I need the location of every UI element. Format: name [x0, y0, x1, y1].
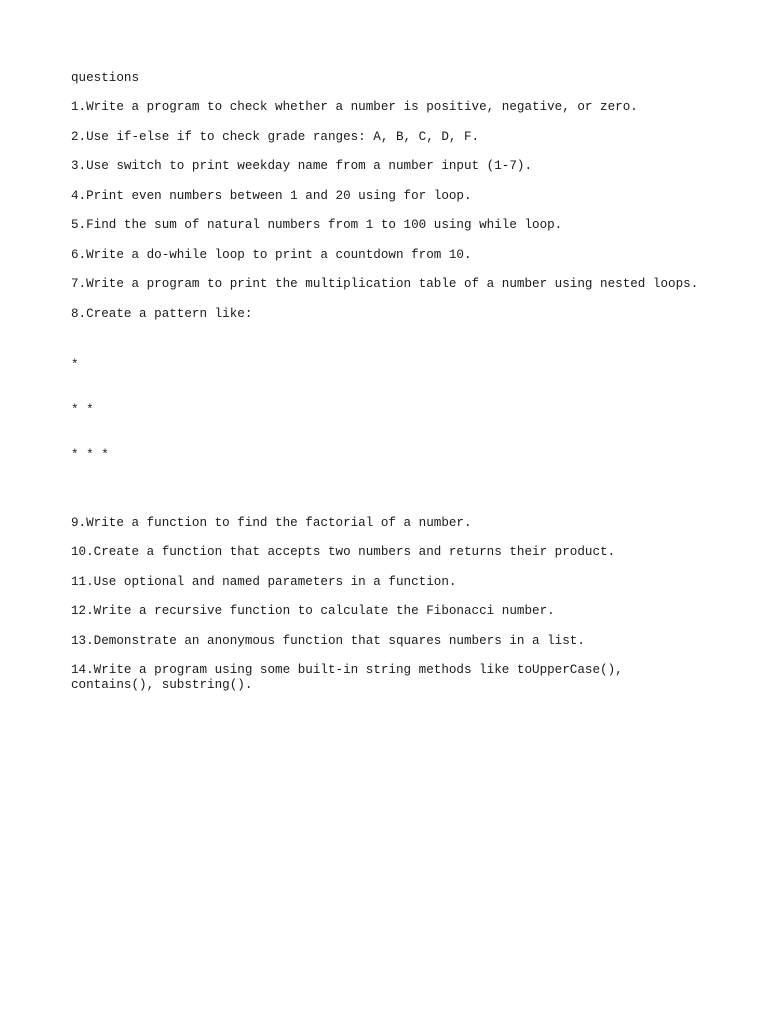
star-pattern: [71, 328, 711, 493]
question-6: 6.Write a do-while loop to print a countdown from 10.: [71, 247, 472, 262]
pattern-line-1: *: [71, 357, 79, 372]
question-1: 1.Write a program to check whether a number is positive, negative, or zero.: [71, 100, 638, 114]
question-11: 11.Use optional and named parameters in a function.: [71, 574, 457, 589]
question-8: 8.Create a pattern like:: [71, 306, 253, 321]
question-7: 7.Write a program to print the multiplication table of a number using nested loops.: [71, 277, 699, 291]
pattern-spacer: [71, 493, 711, 516]
question-3: 3.Use switch to print weekday name from a number input (1-7).: [71, 159, 533, 173]
document-page: [71, 71, 711, 708]
question-12: 12.Write a recursive function to calculate the Fibonacci number.: [71, 604, 555, 618]
pattern-line-2: * *: [71, 402, 94, 417]
document-heading: questions: [71, 71, 140, 85]
question-4: 4.Print even numbers between 1 and 20 using for loop.: [71, 188, 472, 203]
question-9: 9.Write a function to find the factorial of a number.: [71, 515, 472, 530]
question-14: 14.Write a program using some built-in string methods like toUpperCase(), contains(), substring().: [71, 663, 623, 692]
question-10: 10.Create a function that accepts two numbers and returns their product.: [71, 545, 616, 559]
question-13: 13.Demonstrate an anonymous function that squares numbers in a list.: [71, 633, 585, 648]
question-5: 5.Find the sum of natural numbers from 1 to 100 using while loop.: [71, 218, 563, 232]
pattern-line-3: * * *: [71, 447, 109, 462]
question-2: 2.Use if-else if to check grade ranges: A, B, C, D, F.: [71, 129, 480, 144]
